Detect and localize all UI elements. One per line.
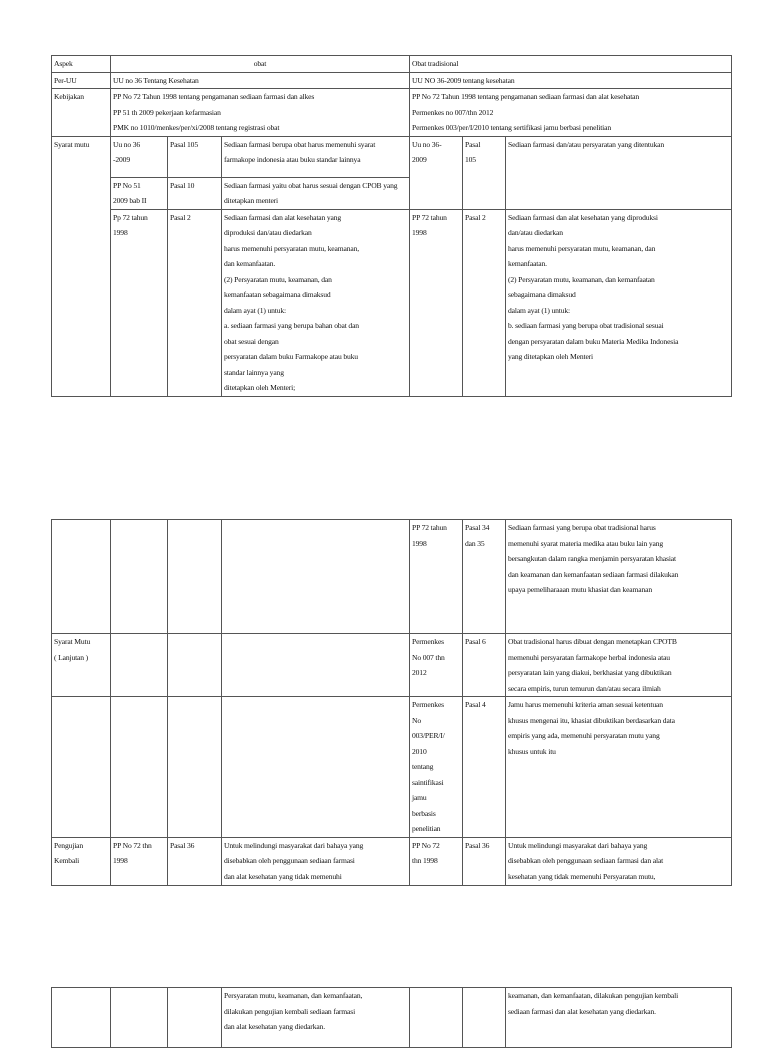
cell-pasal: Pasal 36 [168,837,222,885]
cell-text: Sediaan farmasi yaitu obat harus sesuai dengan CPOB yang ditetapkan menteri [222,177,410,209]
table-row [52,520,732,634]
table-row [52,988,732,1048]
table-row [52,634,732,697]
table-row [52,209,732,396]
cell-text: Sediaan farmasi dan/atau persyaratan yang ditentukan [506,136,732,209]
cell-law: PP 72 tahun 1998 [410,209,463,396]
cell-text [222,520,410,634]
cell-text: Sediaan farmasi dan alat kesehatan yang diproduksi dan/atau diedarkan harus memenuhi persyaratan mutu, keamanan, dan kemanfaatan. (2) Persyaratan mutu, keamanan, dan kemanfaatan sebagaimana dimaksud dalam ayat (1) untuk: b. sediaan farmasi yang berupa obat tradisional sesuai dengan persyaratan dalam buku Materia Medika Indonesia yang ditetapkan oleh Menteri [506,209,732,396]
cell-law [111,988,168,1048]
cell-obat-tradisional: UU NO 36-2009 tentang kesehatan [410,72,732,89]
header-aspek: Aspek [52,56,111,73]
cell-text: Sediaan farmasi dan alat kesehatan yang diproduksi dan/atau diedarkan harus memenuhi persyaratan mutu, keamanan, dan kemanfaatan. (2) Persyaratan mutu, keamanan, dan kemanfaatan sebagaimana dimaksud dalam ayat (1) untuk: a. sediaan farmasi yang berupa bahan obat dan obat sesuai dengan persyaratan dalam buku Farmakope atau buku standar lainnya yang ditetapkan oleh Menteri; [222,209,410,396]
row-label: Pengujian Kembali [52,837,111,885]
cell-law: Permenkes No 007 thn 2012 [410,634,463,697]
cell-law: Uu no 36 -2009 [111,136,168,177]
cell-pasal: Pasal 2 [168,209,222,396]
cell-pasal [168,697,222,838]
table-row [52,837,732,885]
cell-pasal: Pasal 105 [168,136,222,177]
regulation-table-part-2 [51,519,732,886]
table-row [52,89,732,137]
regulation-table-part-1 [51,55,732,397]
cell-law: PP No 51 2009 bab II [111,177,168,209]
cell-law: PP 72 tahun 1998 [410,520,463,634]
cell-pasal: Pasal 6 [463,634,506,697]
header-obat-tradisional: Obat tradisional [410,56,732,73]
cell-pasal: Pasal 2 [463,209,506,396]
regulation-table-part-3 [51,987,732,1048]
row-label: Syarat mutu [52,136,111,396]
cell-pasal: Pasal 4 [463,697,506,838]
table-row [52,136,732,177]
cell-law [111,697,168,838]
row-label [52,988,111,1048]
cell-text: Persyaratan mutu, keamanan, dan kemanfaatan, dilakukan pengujian kembali sediaan farmasi dan alat kesehatan yang diedarkan. [222,988,410,1048]
cell-obat-tradisional: PP No 72 Tahun 1998 tentang pengamanan sediaan farmasi dan alat kesehatan Permenkes no 007/thn 2012 Permenkes 003/per/I/2010 tentang sertifikasi jamu berbasi penelitian [410,89,732,137]
cell-pasal [168,634,222,697]
cell-law: PP No 72 thn 1998 [111,837,168,885]
cell-law: PP No 72 thn 1998 [410,837,463,885]
cell-pasal [463,988,506,1048]
cell-text: Obat tradisional harus dibuat dengan menetapkan CPOTB memenuhi persyaratan farmakope herbal indonesia atau persyaratan lain yang diakui, berkhasiat yang dibuktikan secara empiris, turun temurun dan/atau secara ilmiah [506,634,732,697]
cell-law: Pp 72 tahun 1998 [111,209,168,396]
cell-pasal: Pasal 10 [168,177,222,209]
table-row [52,697,732,838]
cell-text: keamanan, dan kemanfaatan, dilakukan pengujian kembali sediaan farmasi dan alat kesehatan yang diedarkan. [506,988,732,1048]
table-row [52,56,732,73]
header-obat: obat [111,56,410,73]
cell-text: Untuk melindungi masyarakat dari bahaya yang disebabkan oleh penggunaan sediaan farmasi dan alat kesehatan yang tidak memenuhi Persyaratan mutu, [506,837,732,885]
cell-text: Untuk melindungi masyarakat dari bahaya yang disebabkan oleh penggunaan sediaan farmasi dan alat kesehatan yang tidak memenuhi [222,837,410,885]
cell-obat: PP No 72 Tahun 1998 tentang pengamanan sediaan farmasi dan alkes PP 51 th 2009 pekerjaan kefarmasian PMK no 1010/menkes/per/xi/2008 tentang registrasi obat [111,89,410,137]
cell-text [222,634,410,697]
cell-pasal: Pasal 36 [463,837,506,885]
cell-text: Jamu harus memenuhi kriteria aman sesuai ketentuan khusus mengenai itu, khasiat dibuktikan berdasarkan data empiris yang ada, memenuhi persyaratan mutu yang khusus untuk itu [506,697,732,838]
cell-law [111,520,168,634]
cell-law [410,988,463,1048]
row-label [52,697,111,838]
cell-pasal: Pasal 34 dan 35 [463,520,506,634]
cell-text: Sediaan farmasi berupa obat harus memenuhi syarat farmakope indonesia atau buku standar lainnya [222,136,410,177]
row-label: Kebijakan [52,89,111,137]
cell-pasal [168,988,222,1048]
row-label: Syarat Mutu ( Lanjutan ) [52,634,111,697]
cell-law [111,634,168,697]
table-row [52,72,732,89]
cell-text [222,697,410,838]
row-label: Per-UU [52,72,111,89]
cell-law: Uu no 36- 2009 [410,136,463,209]
cell-law: Permenkes No 003/PER/I/ 2010 tentang saintifikasi jamu berbasis penelitian [410,697,463,838]
cell-pasal [168,520,222,634]
cell-text: Sediaan farmasi yang berupa obat tradisional harus memenuhi syarat materia medika atau buku lain yang bersangkutan dalam rangka menjamin persyaratan khasiat dan keamanan dan kemanfaatan sediaan farmasi dilakukan upaya pemeliharaaan mutu khasiat dan keamanan [506,520,732,634]
cell-obat: UU no 36 Tentang Kesehatan [111,72,410,89]
cell-pasal: Pasal 105 [463,136,506,209]
row-label [52,520,111,634]
